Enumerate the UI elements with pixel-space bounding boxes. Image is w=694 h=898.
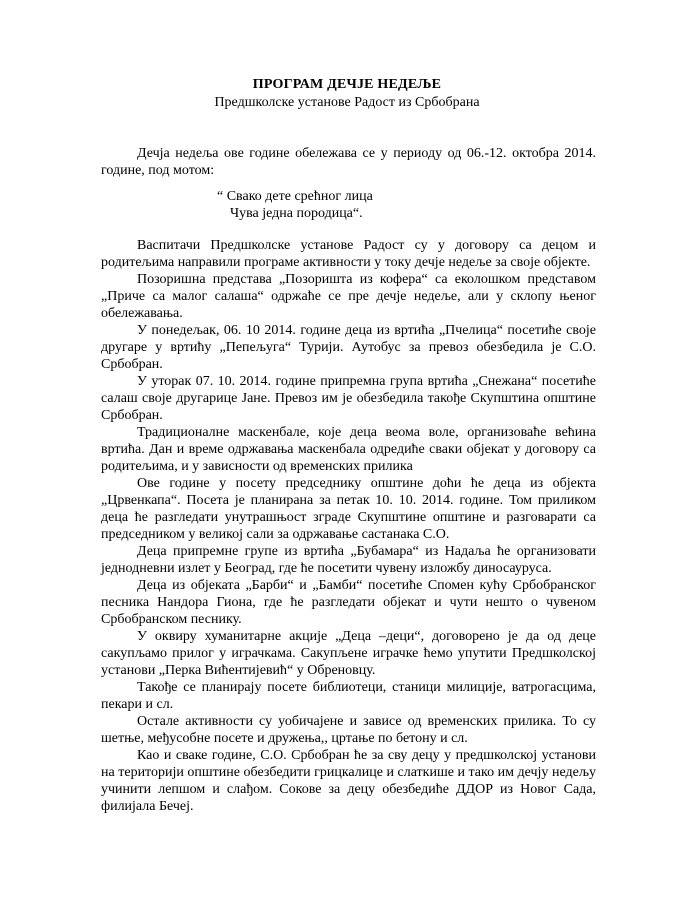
paragraph: Као и сваке године, С.О. Србобран ће за сву децу у предшколској установи на територији општине обезбедити грицкалице и слаткише и тако им дечју недељу учинити лепшом и слађом. Сокове за децу обезбедиће ДДОР из Новог Сада, филијала Бечеј. [101, 748, 596, 814]
paragraph: Остале активности су уобичајене и зависе од временских прилика. То су шетње, међусобне посете и дружења,, цртање по бетону и сл. [101, 714, 596, 746]
document-body [101, 237, 596, 815]
motto-line: “ Свако дете срећног лица [217, 189, 373, 204]
motto-line: Чува једна породица“. [230, 206, 363, 221]
motto [217, 188, 373, 222]
paragraph: Позоришна представа „Позоришта из кофера“ са еколошком представом „Приче са малог салаша“ одржаће се пре дечје недеље, али у склопу њеног обележавања. [101, 272, 596, 321]
paragraph: Деца припремне групе из вртића „Бубамара“ из Надаља ће организовати једнодневни излет у Београд, где ће посетити чувену изложбу диносауруса. [101, 544, 596, 576]
paragraph: Васпитачи Предшколске установе Радост су у договору са децом и родитељима направили програме активности у току дечје недеље за своје објекте. [101, 238, 596, 270]
intro-paragraph: Дечја недеља ове године обележава се у периоду од 06.-12. октобра 2014. године, под мотом: [101, 146, 596, 178]
intro-block [101, 145, 596, 179]
paragraph: Ове године у посету председнику општине доћи ће деца из објекта „Црвенкапа“. Посета је планирана за петак 10. 10. 2014. године. Том приликом деца ће разгледати унутрашњост зграде Скупштине општине и разговарати са председником у великој сали за одржавање састанака С.О. [101, 476, 596, 542]
paragraph: Такође се планирају посете библиотеци, станици милиције, ватрогасцима, пекари и сл. [101, 680, 596, 712]
document-subtitle: Предшколске установе Радост из Србобрана [214, 95, 480, 110]
paragraph: У уторак 07. 10. 2014. године припремна група вртића „Снежана“ посетиће салаш своје другарице Јане. Превоз им је обезбедила такође Скупштина општине Србобран. [101, 374, 596, 423]
paragraph: Традиционалне маскенбале, које деца веома воле, организоваће већина вртића. Дан и време одржавања маскенбала одредиће сваки објекат у договору са родитељима, и у зависности од временских прилика [101, 425, 596, 474]
paragraph: Деца из објеката „Барби“ и „Бамби“ посетиће Спомен кућу Србобранског песника Нандора Гиона, где ће разгледати објекат и чути нешто о чувеном Србобранском песнику. [101, 578, 596, 627]
document-title: ПРОГРАМ ДЕЧЈЕ НЕДЕЉЕ [252, 77, 442, 92]
paragraph: У понедељак, 06. 10 2014. године деца из вртића „Пчелица“ посетиће своје другаре у вртићу „Пепељуга“ Турији. Аутобус за превоз обезбедила је С.О. Србобран. [101, 323, 596, 372]
paragraph: У оквиру хуманитарне акције „Деца –деци“, договорено је да од деце сакупљамо прилог у играчкама. Сакупљене играчке ћемо упутити Предшколској установи „Перка Вићентијевић“ у Обреновцу. [101, 629, 596, 678]
